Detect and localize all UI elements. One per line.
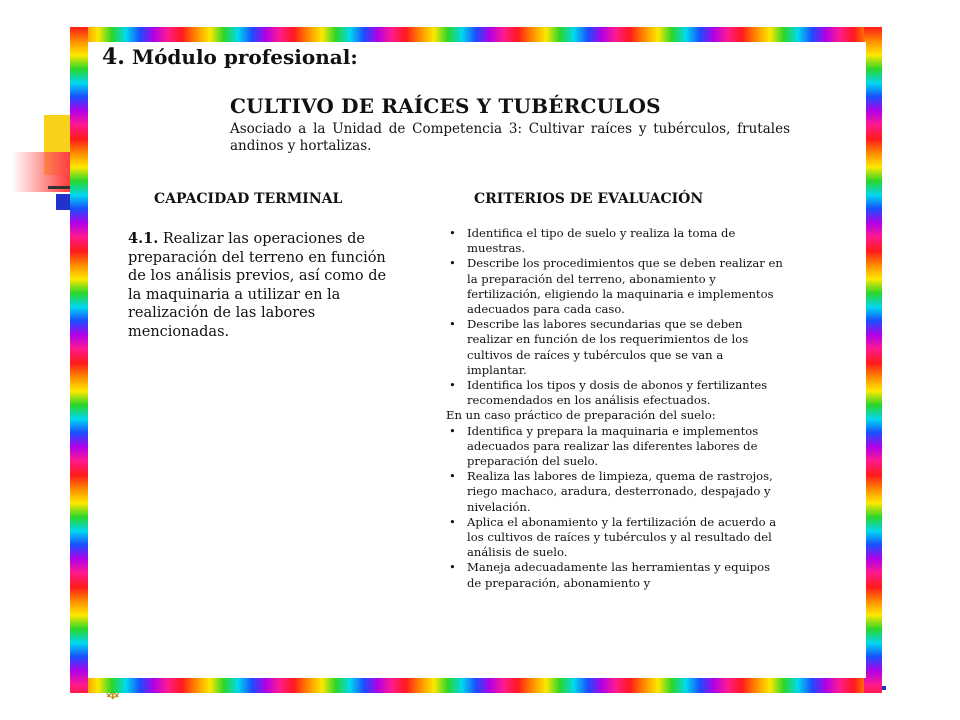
capacity-number: 4.1. bbox=[128, 230, 159, 247]
competency-unit-text: Asociado a la Unidad de Competencia 3: Cultivar raíces y tubérculos, frutales andinos y hortalizas. bbox=[230, 121, 790, 154]
list-item: • Identifica los tipos y dosis de abonos y fertilizantes recomendados en los análisis efectuados. bbox=[446, 378, 786, 408]
practical-case-label: En un caso práctico de preparación del suelo: bbox=[446, 408, 716, 423]
criteria-header: CRITERIOS DE EVALUACIÓN bbox=[474, 191, 704, 207]
capacity-header: CAPACIDAD TERMINAL bbox=[154, 191, 343, 207]
document-page bbox=[88, 42, 866, 678]
list-item: • Realiza las labores de limpieza, quema de rastrojos, riego machaco, aradura, desterronado, despajado y nivelación. bbox=[446, 469, 786, 515]
rainbow-frame-left bbox=[70, 27, 88, 693]
page-title: CULTIVO DE RAÍCES Y TUBÉRCULOS bbox=[230, 94, 661, 118]
list-item: • Maneja adecuadamente las herramientas y equipos de preparación, abonamiento y bbox=[446, 560, 786, 590]
capacity-block bbox=[128, 230, 398, 341]
list-item: • Describe los procedimientos que se deben realizar en la preparación del terreno, abonamiento y fertilización, eligiendo la maquinaria e implementos adecuados para cada caso. bbox=[446, 256, 786, 317]
module-number: 4. bbox=[102, 44, 125, 70]
criteria-list bbox=[446, 226, 786, 591]
module-label: Módulo profesional: bbox=[131, 45, 358, 69]
list-item: • Describe las labores secundarias que se deben realizar en función de los requerimientos de los cultivos de raíces y tubérculos que se van a implantar. bbox=[446, 317, 786, 378]
capacity-text: Realizar las operaciones de preparación del terreno en función de los análisis previos, así como de la maquinaria a utilizar en la realización de las labores mencionadas. bbox=[128, 231, 387, 340]
list-item: • Identifica y prepara la maquinaria e implementos adecuados para realizar las diferentes labores de preparación del suelo. bbox=[446, 424, 786, 470]
rainbow-frame-right bbox=[864, 27, 882, 693]
list-item: • Identifica el tipo de suelo y realiza la toma de muestras. bbox=[446, 226, 786, 256]
module-heading bbox=[102, 44, 358, 70]
list-item: • Aplica el abonamiento y la fertilización de acuerdo a los cultivos de raíces y tubérculos y al resultado del análisis de suelo. bbox=[446, 515, 786, 561]
